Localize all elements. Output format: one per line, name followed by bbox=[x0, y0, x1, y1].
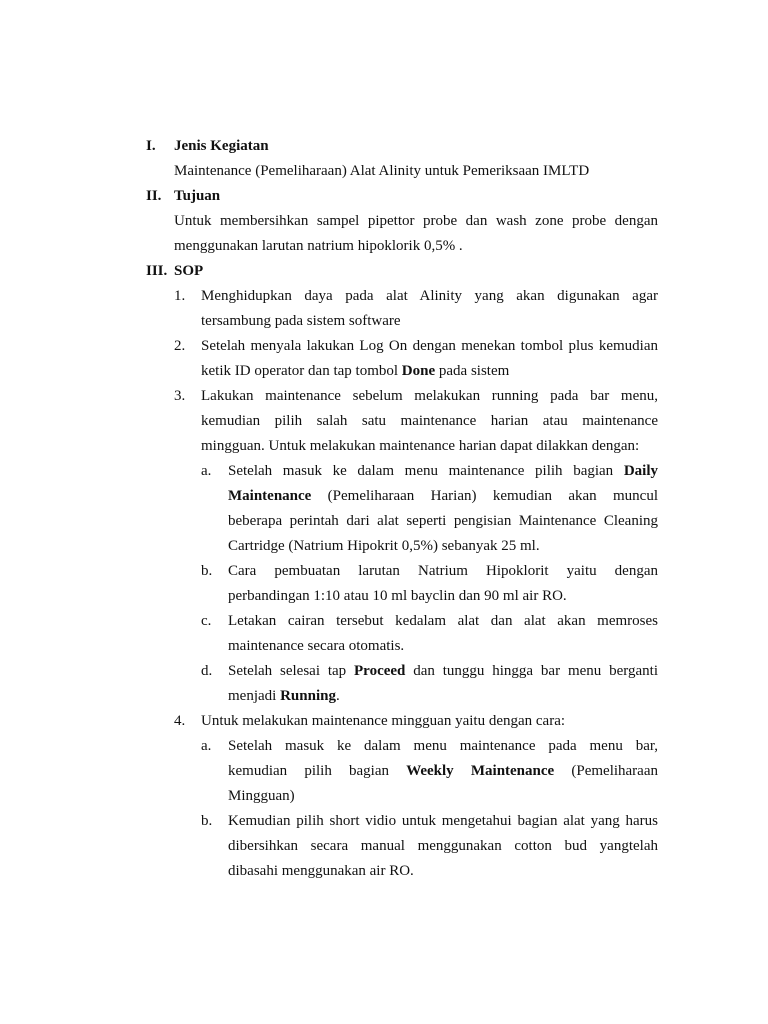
step-number: 4. bbox=[174, 713, 186, 729]
section-numeral: III. bbox=[146, 263, 168, 279]
bold-term: Done bbox=[401, 363, 436, 379]
step-line: Menghidupkan daya pada alat Alinity yang akan digunakan agar bbox=[201, 288, 658, 304]
substep-line: Maintenance (Pemeliharaan Harian) kemudian akan muncul bbox=[228, 488, 658, 504]
step-number: 2. bbox=[174, 338, 186, 354]
substep-line: Mingguan) bbox=[228, 788, 295, 804]
substep-letter: a. bbox=[201, 738, 212, 754]
step-line: ketik ID operator dan tap tombol Done pada sistem bbox=[201, 363, 510, 379]
bold-term: Daily bbox=[623, 463, 658, 479]
substep-line: beberapa perintah dari alat seperti pengisian Maintenance Cleaning bbox=[228, 513, 658, 529]
section-body-line: Untuk membersihkan sampel pipettor probe dan wash zone probe dengan bbox=[174, 213, 658, 229]
substep-line: dibersihkan secara manual menggunakan cotton bud yangtelah bbox=[228, 838, 658, 854]
step-number: 1. bbox=[174, 288, 186, 304]
section-heading: Jenis Kegiatan bbox=[174, 138, 269, 154]
step-line: mingguan. Untuk melakukan maintenance harian dapat dilakkan dengan: bbox=[201, 438, 640, 454]
section-heading: SOP bbox=[174, 263, 204, 279]
substep-line: dibasahi menggunakan air RO. bbox=[228, 863, 414, 879]
step-line: tersambung pada sistem software bbox=[201, 313, 401, 329]
substep-line: maintenance secara otomatis. bbox=[228, 638, 405, 654]
substep-line: Cartridge (Natrium Hipokrit 0,5%) sebanyak 25 ml. bbox=[228, 538, 540, 554]
bold-term: Running bbox=[280, 688, 336, 704]
step-line: kemudian pilih salah satu maintenance harian atau maintenance bbox=[201, 413, 658, 429]
bold-term: Proceed bbox=[354, 663, 406, 679]
substep-letter: c. bbox=[201, 613, 212, 629]
section-body-line: menggunakan larutan natrium hipoklorik 0,5% . bbox=[174, 238, 463, 254]
substep-letter: a. bbox=[201, 463, 212, 479]
step-line: Setelah menyala lakukan Log On dengan menekan tombol plus kemudian bbox=[201, 338, 658, 354]
section-numeral: I. bbox=[146, 138, 156, 154]
substep-letter: b. bbox=[201, 813, 213, 829]
substep-line: Setelah masuk ke dalam menu maintenance pada menu bar, bbox=[228, 738, 658, 754]
step-line: Untuk melakukan maintenance mingguan yaitu dengan cara: bbox=[201, 713, 566, 729]
bold-term: Maintenance bbox=[228, 488, 312, 504]
section-numeral: II. bbox=[146, 188, 162, 204]
section-body-line: Maintenance (Pemeliharaan) Alat Alinity untuk Pemeriksaan IMLTD bbox=[174, 163, 590, 179]
bold-term: Weekly Maintenance bbox=[406, 763, 555, 779]
substep-line: Cara pembuatan larutan Natrium Hipoklorit yaitu dengan bbox=[228, 563, 658, 579]
substep-line: Setelah selesai tap Proceed dan tunggu hingga bar menu berganti bbox=[228, 663, 658, 679]
substep-line: perbandingan 1:10 atau 10 ml bayclin dan 90 ml air RO. bbox=[228, 588, 567, 604]
substep-line: Setelah masuk ke dalam menu maintenance pilih bagian Daily bbox=[228, 463, 658, 479]
substep-line: kemudian pilih bagian Weekly Maintenance (Pemeliharaan bbox=[228, 763, 658, 779]
substep-line: Kemudian pilih short vidio untuk mengetahui bagian alat yang harus bbox=[228, 813, 658, 829]
substep-letter: b. bbox=[201, 563, 213, 579]
step-line: Lakukan maintenance sebelum melakukan running pada bar menu, bbox=[201, 388, 658, 404]
substep-line: menjadi Running. bbox=[228, 688, 340, 704]
substep-letter: d. bbox=[201, 663, 213, 679]
substep-line: Letakan cairan tersebut kedalam alat dan alat akan memroses bbox=[228, 613, 658, 629]
step-number: 3. bbox=[174, 388, 186, 404]
section-heading: Tujuan bbox=[174, 188, 221, 204]
